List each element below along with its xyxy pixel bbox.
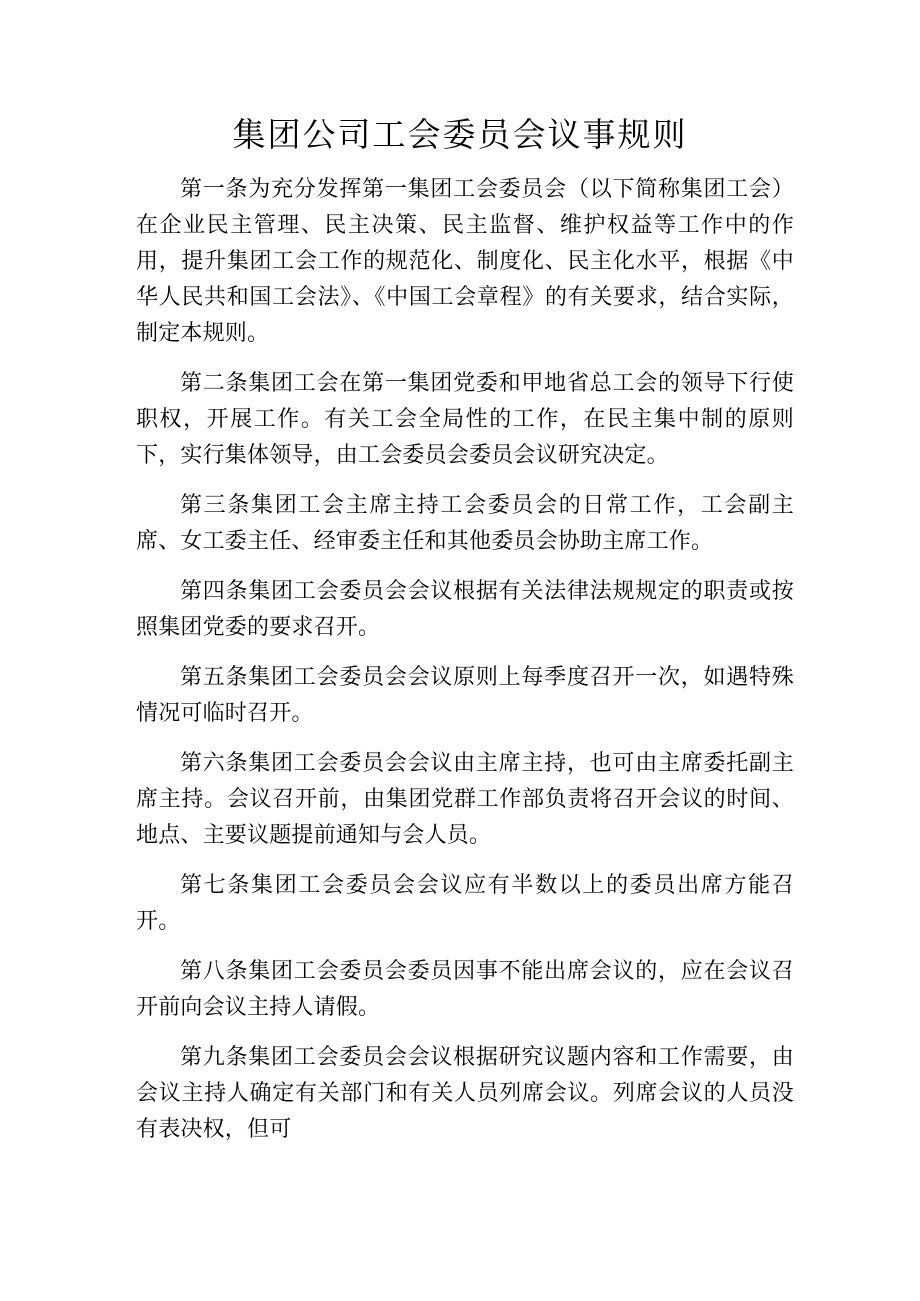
document-body: [136, 172, 794, 1162]
article-4: 第四条集团工会委员会会议根据有关法律法规规定的职责或按照集团党委的要求召开。: [136, 579, 794, 640]
document-title: 集团公司工会委员会议事规则: [232, 115, 688, 154]
article-8: 第八条集团工会委员会委员因事不能出席会议的，应在会议召开前向会议主持人请假。: [136, 959, 794, 1020]
article-9: 第九条集团工会委员会会议根据研究议题内容和工作需要，由会议主持人确定有关部门和有关人员列席会议。列席会议的人员没有表决权，但可: [136, 1045, 794, 1142]
article-7: 第七条集团工会委员会会议应有半数以上的委员出席方能召开。: [136, 873, 794, 934]
article-5: 第五条集团工会委员会会议原则上每季度召开一次，如遇特殊情况可临时召开。: [136, 665, 794, 726]
article-6: 第六条集团工会委员会会议由主席主持，也可由主席委托副主席主持。会议召开前，由集团党群工作部负责将召开会议的时间、地点、主要议题提前通知与会人员。: [136, 751, 794, 848]
article-1: 第一条为充分发挥第一集团工会委员会（以下简称集团工会）在企业民主管理、民主决策、民主监督、维护权益等工作中的作用，提升集团工会工作的规范化、制度化、民主化水平，根据《中华人民共和国工会法》、《中国工会章程》的有关要求，结合实际，制定本规则。: [136, 177, 794, 346]
article-3: 第三条集团工会主席主持工会委员会的日常工作，工会副主席、女工委主任、经审委主任和其他委员会协助主席工作。: [136, 493, 794, 554]
article-2: 第二条集团工会在第一集团党委和甲地省总工会的领导下行使职权，开展工作。有关工会全局性的工作，在民主集中制的原则下，实行集体领导，由工会委员会委员会议研究决定。: [136, 371, 794, 468]
